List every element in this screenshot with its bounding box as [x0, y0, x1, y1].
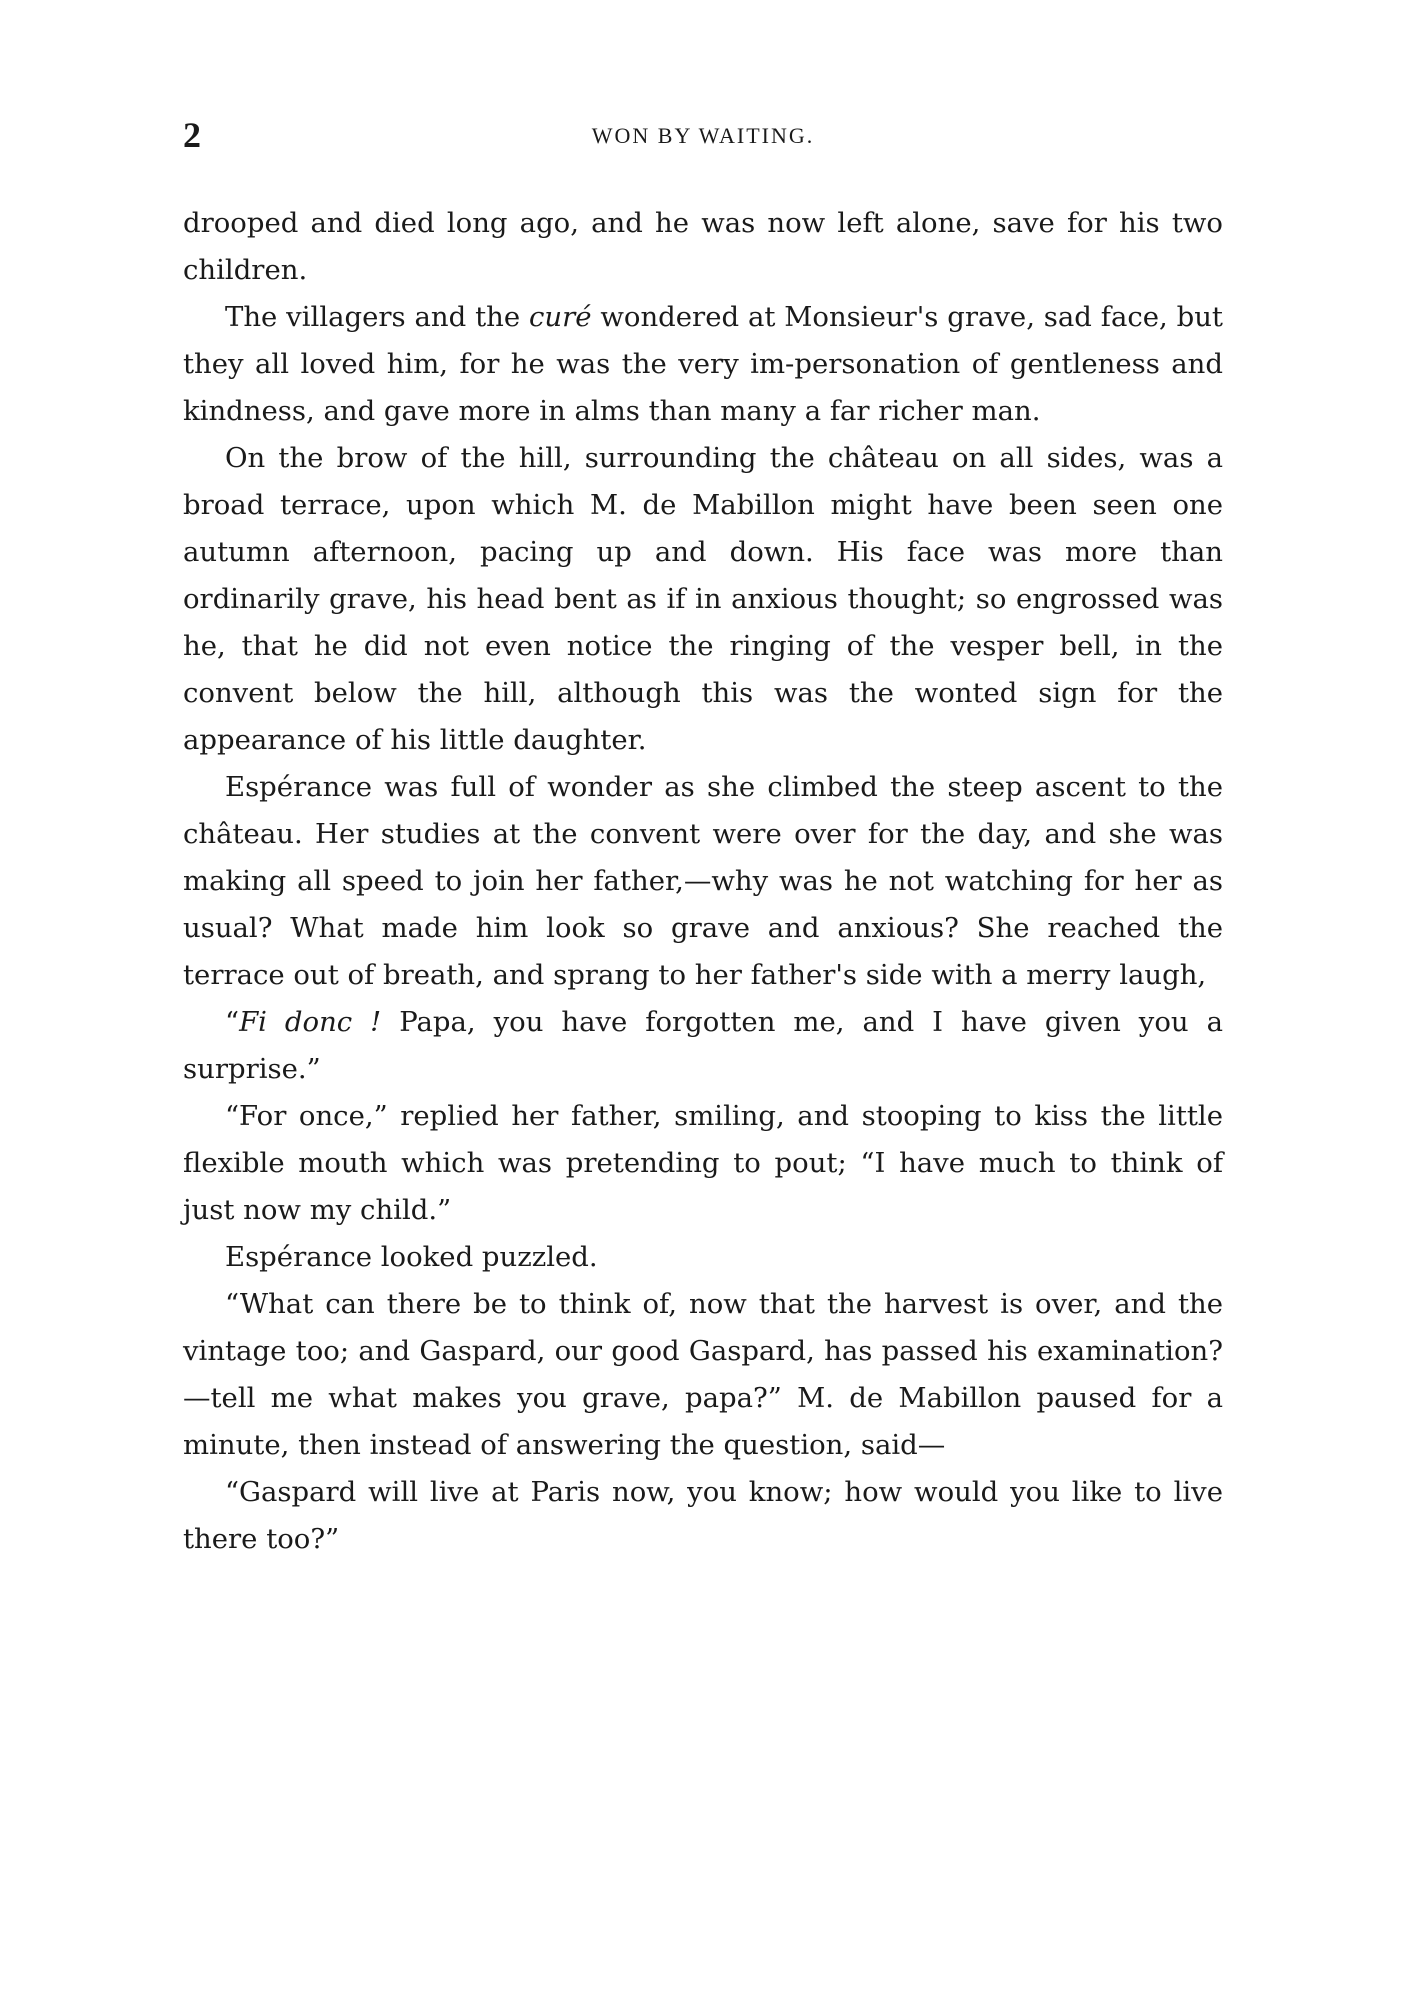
body-text: [183, 200, 1223, 1563]
paragraph-9-text: “Gaspard will live at Paris now, you know; how would you like to live there too?”: [183, 1476, 1223, 1555]
running-title: WON BY WAITING.: [591, 123, 815, 148]
paragraph-4-text: Espérance was full of wonder as she climbed the steep ascent to the château. Her studies at the convent were over for the day, and she was making all speed to join her father,—why was he not watching for her as usual? What made him look so grave and anxious? She reached the terrace out of breath, and sprang to her father's side with a merry laugh,: [183, 771, 1223, 991]
page-number: 2: [183, 115, 201, 155]
paragraph-3: [183, 435, 1223, 764]
paragraph-5-post: Papa, you have forgotten me, and I have given you a surprise.”: [183, 1006, 1223, 1085]
paragraph-2: [183, 294, 1223, 435]
paragraph-6-text: “For once,” replied her father, smiling, and stooping to kiss the little flexible mouth which was pretending to pout; “I have much to think of just now my child.”: [183, 1100, 1223, 1226]
paragraph-8: [183, 1281, 1223, 1469]
paragraph-6: [183, 1093, 1223, 1234]
paragraph-2-pre: The villagers and the: [225, 301, 529, 333]
paragraph-7-text: Espérance looked puzzled.: [225, 1241, 598, 1273]
paragraph-3-text: On the brow of the hill, surrounding the château on all sides, was a broad terrace, upon which M. de Mabillon might have been seen one autumn afternoon, pacing up and down. His face was more than ordinarily grave, his head bent as if in anxious thought; so engrossed was he, that he did not even notice the ringing of the vesper bell, in the convent below the hill, although this was the wonted sign for the appearance of his little daughter.: [183, 442, 1223, 756]
paragraph-2-post: wondered at Monsieur's grave, sad face, but they all loved him, for he was the very im-personation of gentleness and kindness, and gave more in alms than many a far richer man.: [183, 301, 1223, 427]
paragraph-4: [183, 764, 1223, 999]
paragraph-5-italic: Fi donc !: [239, 1006, 382, 1038]
paragraph-2-italic: curé: [528, 301, 592, 333]
paragraph-7: [183, 1234, 1223, 1281]
paragraph-9: [183, 1469, 1223, 1563]
paragraph-5-pre: “: [225, 1006, 240, 1038]
paragraph-5: [183, 999, 1223, 1093]
paragraph-1-text: drooped and died long ago, and he was now left alone, save for his two children.: [183, 207, 1223, 286]
paragraph-8-text: “What can there be to think of, now that the harvest is over, and the vintage too; and Gaspard, our good Gaspard, has passed his examination?—tell me what makes you grave, papa?” M. de Mabillon paused for a minute, then instead of answering the question, said—: [183, 1288, 1223, 1461]
running-header: [183, 110, 1223, 160]
paragraph-1: [183, 200, 1223, 294]
